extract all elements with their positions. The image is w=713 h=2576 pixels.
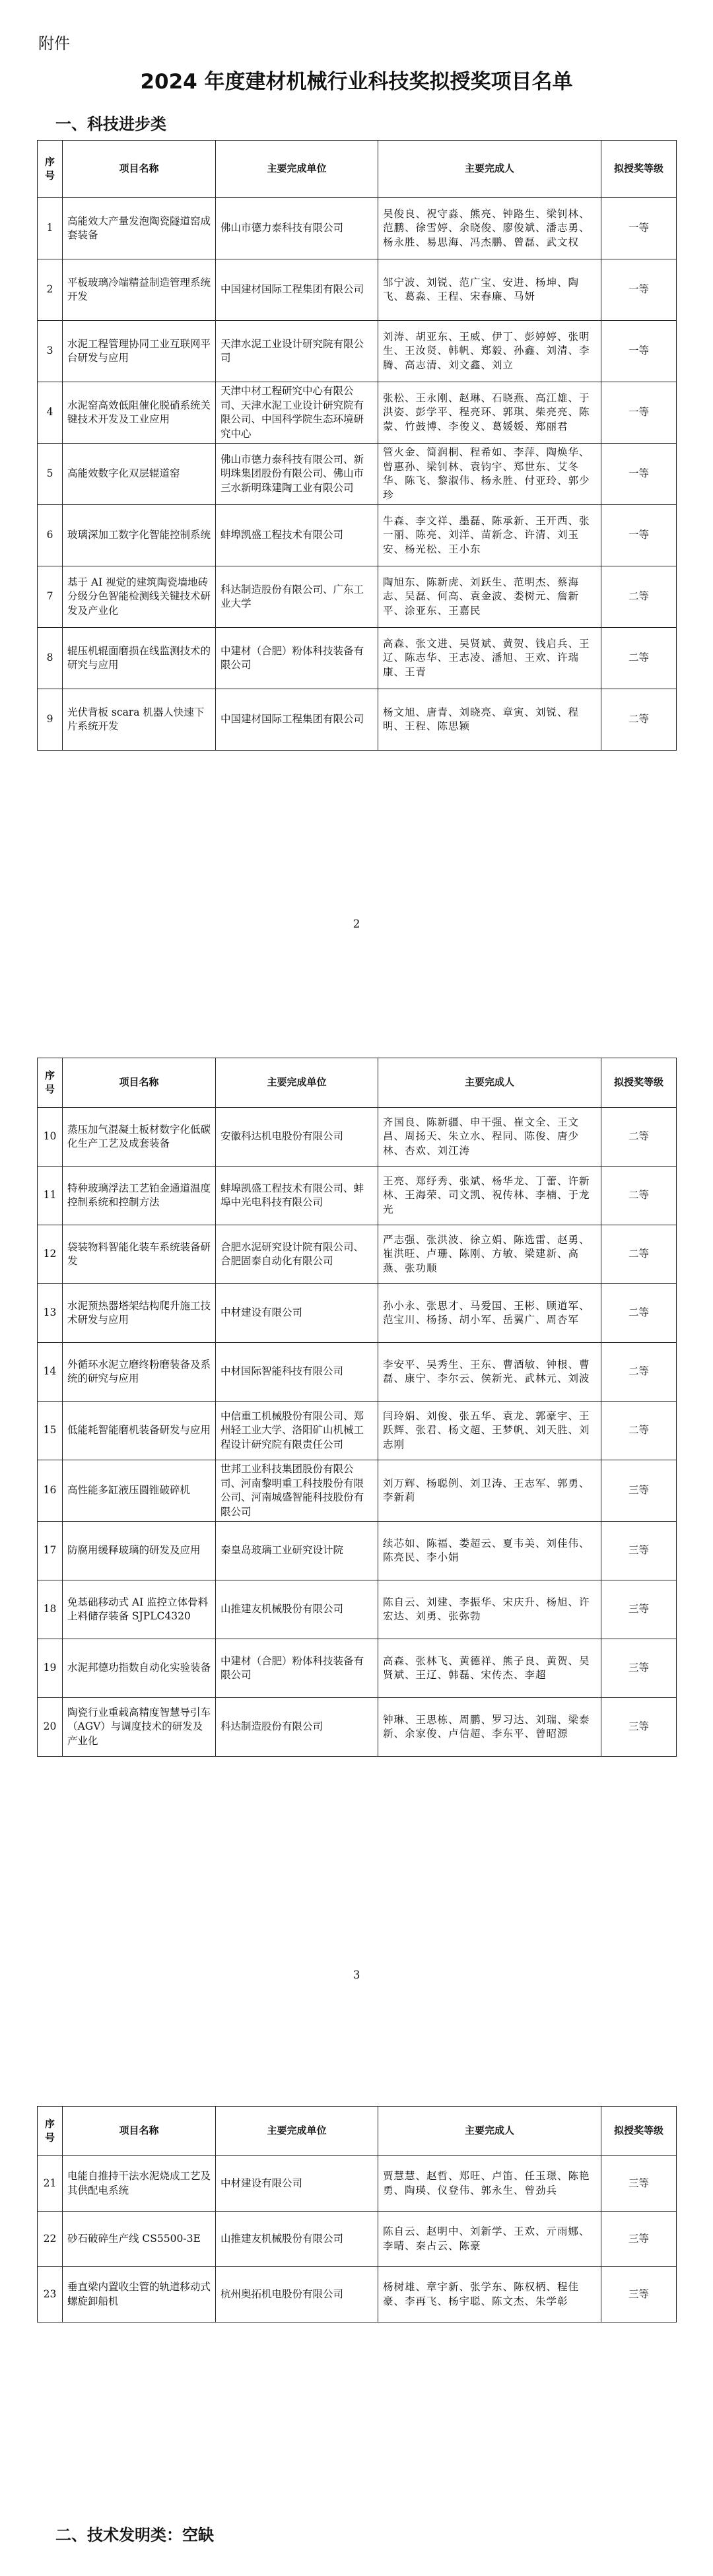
- completion-unit: 中材建设有限公司: [216, 2156, 378, 2212]
- table-row: [38, 1580, 677, 1639]
- document-title: 2024 年度建材机械行业科技奖拟授奖项目名单: [140, 70, 573, 94]
- header-grade: 拟授奖等级: [601, 2107, 677, 2156]
- table-row: [38, 689, 677, 751]
- table-row: [38, 1225, 677, 1284]
- completion-people: 严志强、张洪波、徐立娟、陈选雷、赵勇、崔洪旺、卢珊、陈刚、方敏、梁建新、高燕、张功顺: [378, 1225, 601, 1284]
- project-name: 低能耗智能磨机装备研发与应用: [63, 1402, 216, 1460]
- project-name: 袋装物料智能化装车系统装备研发: [63, 1225, 216, 1284]
- award-grade: 三等: [601, 1639, 677, 1698]
- project-name: 垂直梁内置收尘管的轨道移动式螺旋卸船机: [63, 2267, 216, 2322]
- completion-unit: 科达制造股份有限公司、广东工业大学: [216, 566, 378, 628]
- table-row: [38, 2156, 677, 2212]
- completion-unit: 科达制造股份有限公司: [216, 1698, 378, 1757]
- award-grade: 三等: [601, 1580, 677, 1639]
- header-grade: 拟授奖等级: [601, 1058, 677, 1108]
- completion-unit: 山推建友机械股份有限公司: [216, 1580, 378, 1639]
- table-header-row: [38, 1058, 677, 1108]
- award-grade: 二等: [601, 1284, 677, 1343]
- table-header-row: [38, 141, 677, 198]
- award-grade: 二等: [601, 566, 677, 628]
- header-people: 主要完成人: [378, 2107, 601, 2156]
- completion-people: 李安平、吴秀生、王东、曹酒敏、钟根、曹磊、康宁、李尔云、侯新光、武林元、刘波: [378, 1343, 601, 1402]
- completion-people: 杨文旭、唐青、刘晓亮、章寅、刘锐、程明、王程、陈思颖: [378, 689, 601, 751]
- completion-unit: 佛山市德力泰科技有限公司、新明珠集团股份有限公司、佛山市三水新明珠建陶工业有限公司: [216, 444, 378, 505]
- row-number: 23: [38, 2267, 63, 2322]
- project-name: 特种玻璃浮法工艺铂金通道温度控制系统和控制方法: [63, 1167, 216, 1225]
- page-number: 2: [353, 918, 360, 931]
- award-grade: 三等: [601, 1522, 677, 1580]
- award-grade: 一等: [601, 505, 677, 566]
- project-name: 高能效大产量发泡陶瓷隧道窑成套装备: [63, 198, 216, 259]
- header-unit: 主要完成单位: [216, 2107, 378, 2156]
- row-number: 15: [38, 1402, 63, 1460]
- completion-people: 闫玲娟、刘俊、张五华、袁龙、郭豪宇、王跃辉、张君、杨文超、王梦帆、刘天胜、刘志刚: [378, 1402, 601, 1460]
- completion-people: 牛森、李文祥、墨磊、陈承新、王开西、张一丽、陈亮、刘洋、苗新念、许清、刘玉安、杨光松、王小东: [378, 505, 601, 566]
- table-row: [38, 1343, 677, 1402]
- table-row: [38, 259, 677, 321]
- header-people: 主要完成人: [378, 141, 601, 198]
- completion-people: 刘万辉、杨聪例、刘卫涛、王志军、郭勇、李新莉: [378, 1460, 601, 1522]
- project-name: 陶瓷行业重载高精度智慧导引车（AGV）与调度技术的研发及产业化: [63, 1698, 216, 1757]
- project-name: 免基础移动式 AI 监控立体骨料上料储存装备 SJPLC4320: [63, 1580, 216, 1639]
- table-row: [38, 1460, 677, 1522]
- row-number: 11: [38, 1167, 63, 1225]
- award-grade: 三等: [601, 2212, 677, 2267]
- completion-unit: 中信重工机械股份有限公司、郑州轻工业大学、洛阳矿山机械工程设计研究院有限责任公司: [216, 1402, 378, 1460]
- project-name: 水泥工程管理协同工业互联网平台研发与应用: [63, 321, 216, 382]
- table-row: [38, 444, 677, 505]
- award-grade: 二等: [601, 1167, 677, 1225]
- completion-unit: 山推建友机械股份有限公司: [216, 2212, 378, 2267]
- completion-people: 陈自云、赵明中、刘新学、王欢、亓雨娜、李晴、秦占云、陈豪: [378, 2212, 601, 2267]
- table-row: [38, 628, 677, 689]
- completion-people: 高森、张文进、吴贤斌、黄贺、钱启兵、王辽、陈志华、王志凌、潘旭、王欢、许瑞康、王青: [378, 628, 601, 689]
- project-name: 砂石破碎生产线 CS5500-3E: [63, 2212, 216, 2267]
- completion-people: 高森、张林飞、黄德祥、熊子良、黄贺、吴贤斌、王辽、韩磊、宋传杰、李超: [378, 1639, 601, 1698]
- completion-unit: 中材建设有限公司: [216, 1284, 378, 1343]
- project-name: 平板玻璃冷端精益制造管理系统开发: [63, 259, 216, 321]
- completion-unit: 天津水泥工业设计研究院有限公司: [216, 321, 378, 382]
- completion-people: 管火金、简润桐、程希如、李萍、陶焕华、曾惠孙、梁钊林、袁钧宇、郑世东、艾冬华、陈飞、黎淑伟、杨永胜、付亚玲、郭少珍: [378, 444, 601, 505]
- awards-table-page-1: [37, 140, 677, 751]
- row-number: 9: [38, 689, 63, 751]
- completion-unit: 安徽科达机电股份有限公司: [216, 1108, 378, 1167]
- completion-unit: 蚌埠凯盛工程技术有限公司、蚌埠中光电科技有限公司: [216, 1167, 378, 1225]
- completion-people: 张松、王永刚、赵琳、石晓燕、高江雄、于洪姿、彭学平、程亮环、郭琪、柴亮亮、陈蒙、竹鼓博、李俊义、葛媛媛、郑丽君: [378, 382, 601, 444]
- header-project: 项目名称: [63, 2107, 216, 2156]
- project-name: 蒸压加气混凝土板材数字化低碳化生产工艺及成套装备: [63, 1108, 216, 1167]
- header-people: 主要完成人: [378, 1058, 601, 1108]
- project-name: 水泥窑高效低阻催化脱硝系统关键技术开发及工业应用: [63, 382, 216, 444]
- header-project: 项目名称: [63, 1058, 216, 1108]
- row-number: 19: [38, 1639, 63, 1698]
- award-grade: 二等: [601, 1225, 677, 1284]
- project-name: 外循环水泥立磨终粉磨装备及系统的研究与应用: [63, 1343, 216, 1402]
- table-row: [38, 321, 677, 382]
- completion-people: 续芯如、陈福、娄超云、夏韦美、刘佳伟、陈亮民、李小娟: [378, 1522, 601, 1580]
- completion-unit: 世邦工业科技集团股份有限公司、河南黎明重工科技股份有限公司、河南城盛智能科技股份有限公司: [216, 1460, 378, 1522]
- header-unit: 主要完成单位: [216, 1058, 378, 1108]
- project-name: 辊压机辊面磨损在线监测技术的研究与应用: [63, 628, 216, 689]
- row-number: 3: [38, 321, 63, 382]
- completion-people: 齐国良、陈新疆、申干强、崔文全、王文昌、周扬天、朱立水、程同、陈俊、唐少林、杏欢、刘江涛: [378, 1108, 601, 1167]
- award-grade: 三等: [601, 1698, 677, 1757]
- header-no: 序号: [38, 2107, 63, 2156]
- table-row: [38, 1402, 677, 1460]
- completion-people: 杨树雄、章宇新、张学东、陈权柄、程佳豪、李再飞、杨宇聪、陈文杰、朱学彰: [378, 2267, 601, 2322]
- table-row: [38, 382, 677, 444]
- project-name: 防腐用缓释玻璃的研发及应用: [63, 1522, 216, 1580]
- award-grade: 二等: [601, 1402, 677, 1460]
- project-name: 水泥邦德功指数自动化实验装备: [63, 1639, 216, 1698]
- header-no: 序号: [38, 141, 63, 198]
- table-row: [38, 1639, 677, 1698]
- row-number: 16: [38, 1460, 63, 1522]
- completion-unit: 合肥水泥研究设计院有限公司、合肥固泰自动化有限公司: [216, 1225, 378, 1284]
- award-grade: 三等: [601, 2267, 677, 2322]
- award-grade: 三等: [601, 2156, 677, 2212]
- completion-unit: 杭州奥拓机电股份有限公司: [216, 2267, 378, 2322]
- project-name: 基于 AI 视觉的建筑陶瓷墙地砖分级分色智能检测线关键技术研发及产业化: [63, 566, 216, 628]
- row-number: 10: [38, 1108, 63, 1167]
- row-number: 21: [38, 2156, 63, 2212]
- completion-unit: 秦皇岛玻璃工业研究设计院: [216, 1522, 378, 1580]
- award-grade: 二等: [601, 689, 677, 751]
- completion-unit: 中建材（合肥）粉体科技装备有限公司: [216, 1639, 378, 1698]
- table-row: [38, 1698, 677, 1757]
- award-grade: 二等: [601, 1343, 677, 1402]
- row-number: 20: [38, 1698, 63, 1757]
- attachment-label: 附件: [38, 34, 70, 53]
- table-row: [38, 198, 677, 259]
- row-number: 2: [38, 259, 63, 321]
- completion-unit: 中国建材国际工程集团有限公司: [216, 689, 378, 751]
- completion-unit: 中建材（合肥）粉体科技装备有限公司: [216, 628, 378, 689]
- project-name: 高性能多缸液压圆锥破碎机: [63, 1460, 216, 1522]
- row-number: 17: [38, 1522, 63, 1580]
- completion-unit: 天津中材工程研究中心有限公司、天津水泥工业设计研究院有限公司、中国科学院生态环境研究中心: [216, 382, 378, 444]
- header-project: 项目名称: [63, 141, 216, 198]
- table-row: [38, 566, 677, 628]
- completion-unit: 蚌埠凯盛工程技术有限公司: [216, 505, 378, 566]
- completion-people: 吴俊良、祝守淼、熊亮、钟路生、梁钊林、范鹏、徐雪婷、余晓俊、廖俊斌、潘志勇、杨永胜、易思海、冯杰鹏、曾磊、武文权: [378, 198, 601, 259]
- row-number: 4: [38, 382, 63, 444]
- completion-people: 陶旭东、陈新虎、刘跃生、范明杰、蔡海志、吴磊、何高、袁金波、娄树元、詹新平、涂亚东、王嘉民: [378, 566, 601, 628]
- table-header-row: [38, 2107, 677, 2156]
- header-unit: 主要完成单位: [216, 141, 378, 198]
- table-row: [38, 2267, 677, 2322]
- header-no: 序号: [38, 1058, 63, 1108]
- page-number: 3: [353, 1969, 360, 1982]
- row-number: 14: [38, 1343, 63, 1402]
- row-number: 22: [38, 2212, 63, 2267]
- row-number: 1: [38, 198, 63, 259]
- project-name: 玻璃深加工数字化智能控制系统: [63, 505, 216, 566]
- awards-table-page-3: [37, 2106, 677, 2322]
- completion-people: 刘涛、胡亚东、王威、伊丁、彭婷婷、张明生、王汝贤、韩帆、郑毅、孙鑫、刘清、李腾、高志清、刘文鑫、刘立: [378, 321, 601, 382]
- table-row: [38, 1284, 677, 1343]
- project-name: 光伏背板 scara 机器人快速下片系统开发: [63, 689, 216, 751]
- row-number: 12: [38, 1225, 63, 1284]
- completion-people: 邹宁波、刘锐、范广宝、安进、杨坤、陶飞、葛淼、王程、宋春廉、马妍: [378, 259, 601, 321]
- table-row: [38, 1522, 677, 1580]
- award-grade: 一等: [601, 321, 677, 382]
- award-grade: 二等: [601, 1108, 677, 1167]
- project-name: 电能自推持干法水泥烧成工艺及其供配电系统: [63, 2156, 216, 2212]
- table-row: [38, 505, 677, 566]
- completion-people: 陈自云、刘建、李振华、宋庆升、杨旭、许宏达、刘勇、张弥勃: [378, 1580, 601, 1639]
- award-grade: 一等: [601, 444, 677, 505]
- section-heading-progress: 一、科技进步类: [55, 115, 166, 133]
- award-grade: 一等: [601, 382, 677, 444]
- completion-people: 王亮、郑纾秀、张斌、杨华龙、丁蕾、许新林、王海荣、司文凯、祝传林、李楠、于龙光: [378, 1167, 601, 1225]
- completion-people: 孙小永、张思才、马爱国、王彬、顾道军、范宝川、杨扬、胡小军、岳翼广、周杏军: [378, 1284, 601, 1343]
- table-row: [38, 2212, 677, 2267]
- awards-table-page-2: [37, 1058, 677, 1757]
- completion-people: 钟琳、王思栋、周鹏、罗习达、刘瑞、梁泰新、余家俊、卢信超、李东平、曾昭源: [378, 1698, 601, 1757]
- award-grade: 一等: [601, 259, 677, 321]
- section-heading-invention: 二、技术发明类：空缺: [55, 2526, 214, 2544]
- row-number: 7: [38, 566, 63, 628]
- project-name: 水泥预热器塔架结构爬升施工技术研发与应用: [63, 1284, 216, 1343]
- row-number: 8: [38, 628, 63, 689]
- award-grade: 一等: [601, 198, 677, 259]
- table-row: [38, 1167, 677, 1225]
- completion-people: 贾慧慧、赵哲、郑旺、卢笛、任玉璟、陈艳勇、陶瑛、仪登伟、郭永生、曾劲兵: [378, 2156, 601, 2212]
- header-grade: 拟授奖等级: [601, 141, 677, 198]
- row-number: 6: [38, 505, 63, 566]
- completion-unit: 中材国际智能科技有限公司: [216, 1343, 378, 1402]
- completion-unit: 中国建材国际工程集团有限公司: [216, 259, 378, 321]
- completion-unit: 佛山市德力泰科技有限公司: [216, 198, 378, 259]
- row-number: 5: [38, 444, 63, 505]
- award-grade: 三等: [601, 1460, 677, 1522]
- award-grade: 二等: [601, 628, 677, 689]
- table-row: [38, 1108, 677, 1167]
- row-number: 18: [38, 1580, 63, 1639]
- project-name: 高能效数字化双层辊道窑: [63, 444, 216, 505]
- row-number: 13: [38, 1284, 63, 1343]
